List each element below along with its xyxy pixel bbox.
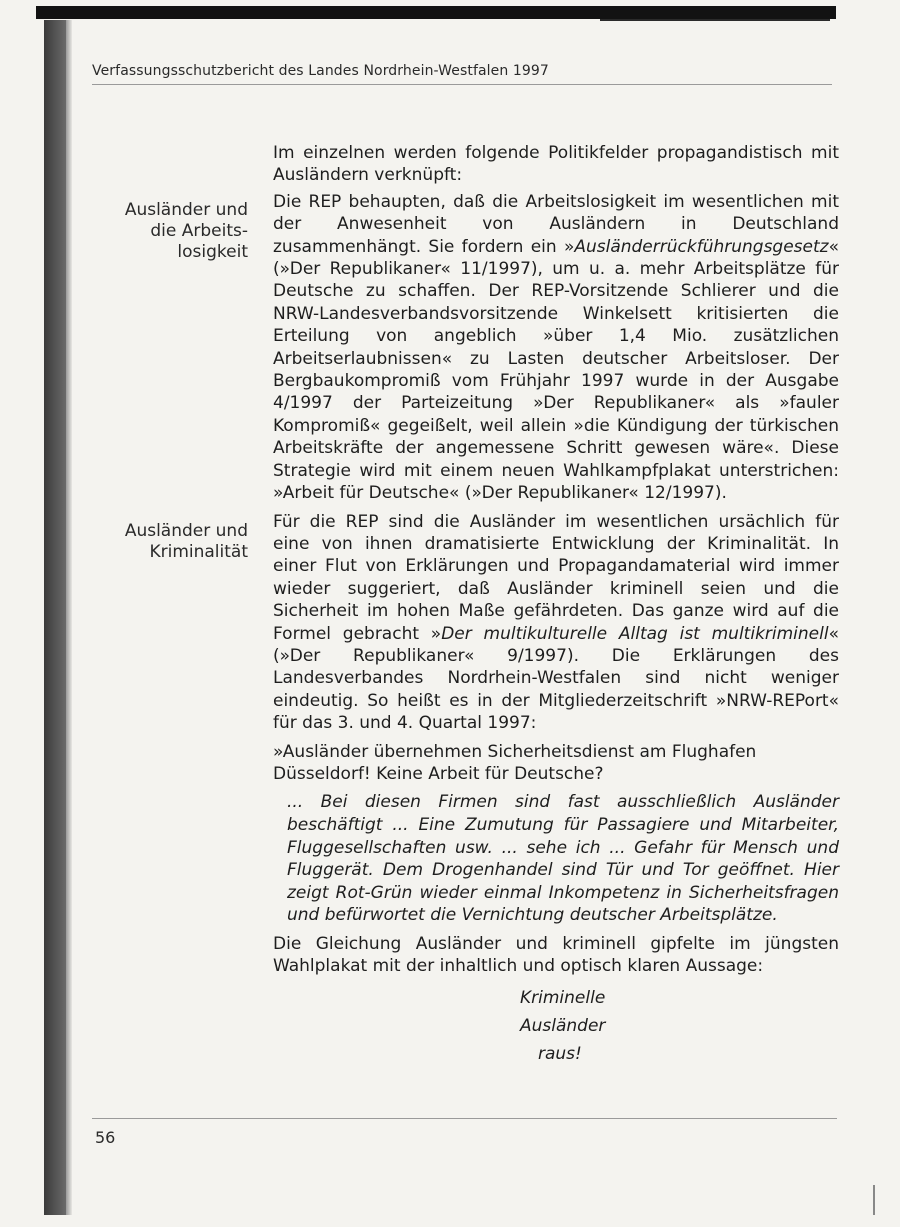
intro-paragraph: Im einzelnen werden folgende Politikfelder propagandistisch mit Ausländern verknüpft: xyxy=(273,143,839,186)
footer-rule xyxy=(92,1118,837,1119)
binding-shadow xyxy=(66,20,72,1215)
margin-note-line: losigkeit xyxy=(177,242,248,262)
paragraph-text: « (»Der Republikaner« 9/1997). Die Erklärungen des Landesverbandes Nordrhein-Westfalen sind nicht weniger eindeutig. So heißt es in der Mitgliederzeitschrift »NRW-REPort« für das 3. und 4. Quartal 1997: xyxy=(273,623,839,734)
paragraph-text: « (»Der Republikaner« 11/1997), um u. a. mehr Arbeitsplätze für Deutsche zu schaffen. Der REP-Vorsitzende Schlierer und die NRW-Landesverbandsvorsitzende Winkelsett kritisierten die Erteilung von angeblich »über 1,4 Mio. zusätzlichen Arbeitserlaubnissen« zu Lasten deutscher Arbeitsloser. Der Bergbaukompromiß vom Frühjahr 1997 wurde in der Ausgabe 4/1997 der Parteizeitung »Der Republikaner« als »fauler Kompromiß« gegeißelt, weil allein »die Kündigung der türkischen Arbeitskräfte der angemessene Schritt gewesen wäre«. Diese Strategie wird mit einem neuen Wahlkampfplakat unterstrichen: »Arbeit für Deutsche« (»Der Republikaner« 12/1997). xyxy=(273,236,839,504)
paragraph-unemployment xyxy=(273,191,839,505)
margin-note-crime xyxy=(125,521,248,563)
margin-note-line: Ausländer und xyxy=(124,200,248,220)
margin-note-line: Ausländer und xyxy=(124,521,248,541)
paragraph-text: Für die REP sind die Ausländer im wesentlichen ursächlich für eine von ihnen dramatisierte Entwicklung der Kriminalität. In einer Flut von Erklärungen und Propagandamaterial wird immer wieder suggeriert, daß Ausländer kriminell seien und die Sicherheit im hohen Maße gefährdeten. Das ganze wird auf die Formel gebracht » xyxy=(273,511,839,644)
top-edge-bar xyxy=(36,6,836,19)
conclusion-paragraph: Die Gleichung Ausländer und kriminell gipfelte im jüngsten Wahlplakat mit der inhaltlich und optisch klaren Aussage: xyxy=(273,933,839,977)
margin-note-line: die Arbeits- xyxy=(150,221,248,241)
emphasis-text: Ausländerrückführungsgesetz xyxy=(574,236,829,257)
quote-headline: »Ausländer übernehmen Sicherheitsdienst am Flughafen Düsseldorf! Keine Arbeit für Deutsche? xyxy=(273,741,757,784)
top-edge-bar-tail xyxy=(600,19,830,21)
paragraph-crime xyxy=(273,511,839,735)
quote-body: ... Bei diesen Firmen sind fast ausschließlich Ausländer beschäftigt ... Eine Zumutung für Passagiere und Mitarbeiter, Fluggesellschaften usw. ... sehe ich ... Gefahr für Mensch und Fluggerät. Dem Drogenhandel sind Tür und Tor geöffnet. Hier zeigt Rot-Grün wieder einmal Inkompetenz in Sicherheitsfragen und befürwortet die Vernichtung deutscher Arbeitsplätze. xyxy=(287,792,839,926)
paragraph-text: Die REP behaupten, daß die Arbeitslosigkeit im wesentlichen mit der Anwesenheit von Ausländern in Deutschland zusammenhängt. Sie fordern ein » xyxy=(273,191,839,257)
margin-note-line: Kriminalität xyxy=(149,542,248,562)
header-rule xyxy=(92,84,832,85)
page-number: 56 xyxy=(95,1128,116,1147)
running-header: Verfassungsschutzbericht des Landes Nordrhein-Westfalen 1997 xyxy=(92,63,549,79)
slogan-line: Ausländer xyxy=(520,1015,606,1036)
margin-note-unemployment xyxy=(125,200,248,263)
emphasis-text: Der multikulturelle Alltag ist multikriminell xyxy=(441,623,829,644)
slogan-line: Kriminelle xyxy=(520,987,606,1008)
scan-edge-mark xyxy=(873,1185,875,1215)
main-text xyxy=(273,142,839,1068)
slogan-line: raus! xyxy=(538,1043,582,1064)
binding-edge xyxy=(44,20,66,1215)
poster-slogan xyxy=(520,984,839,1068)
